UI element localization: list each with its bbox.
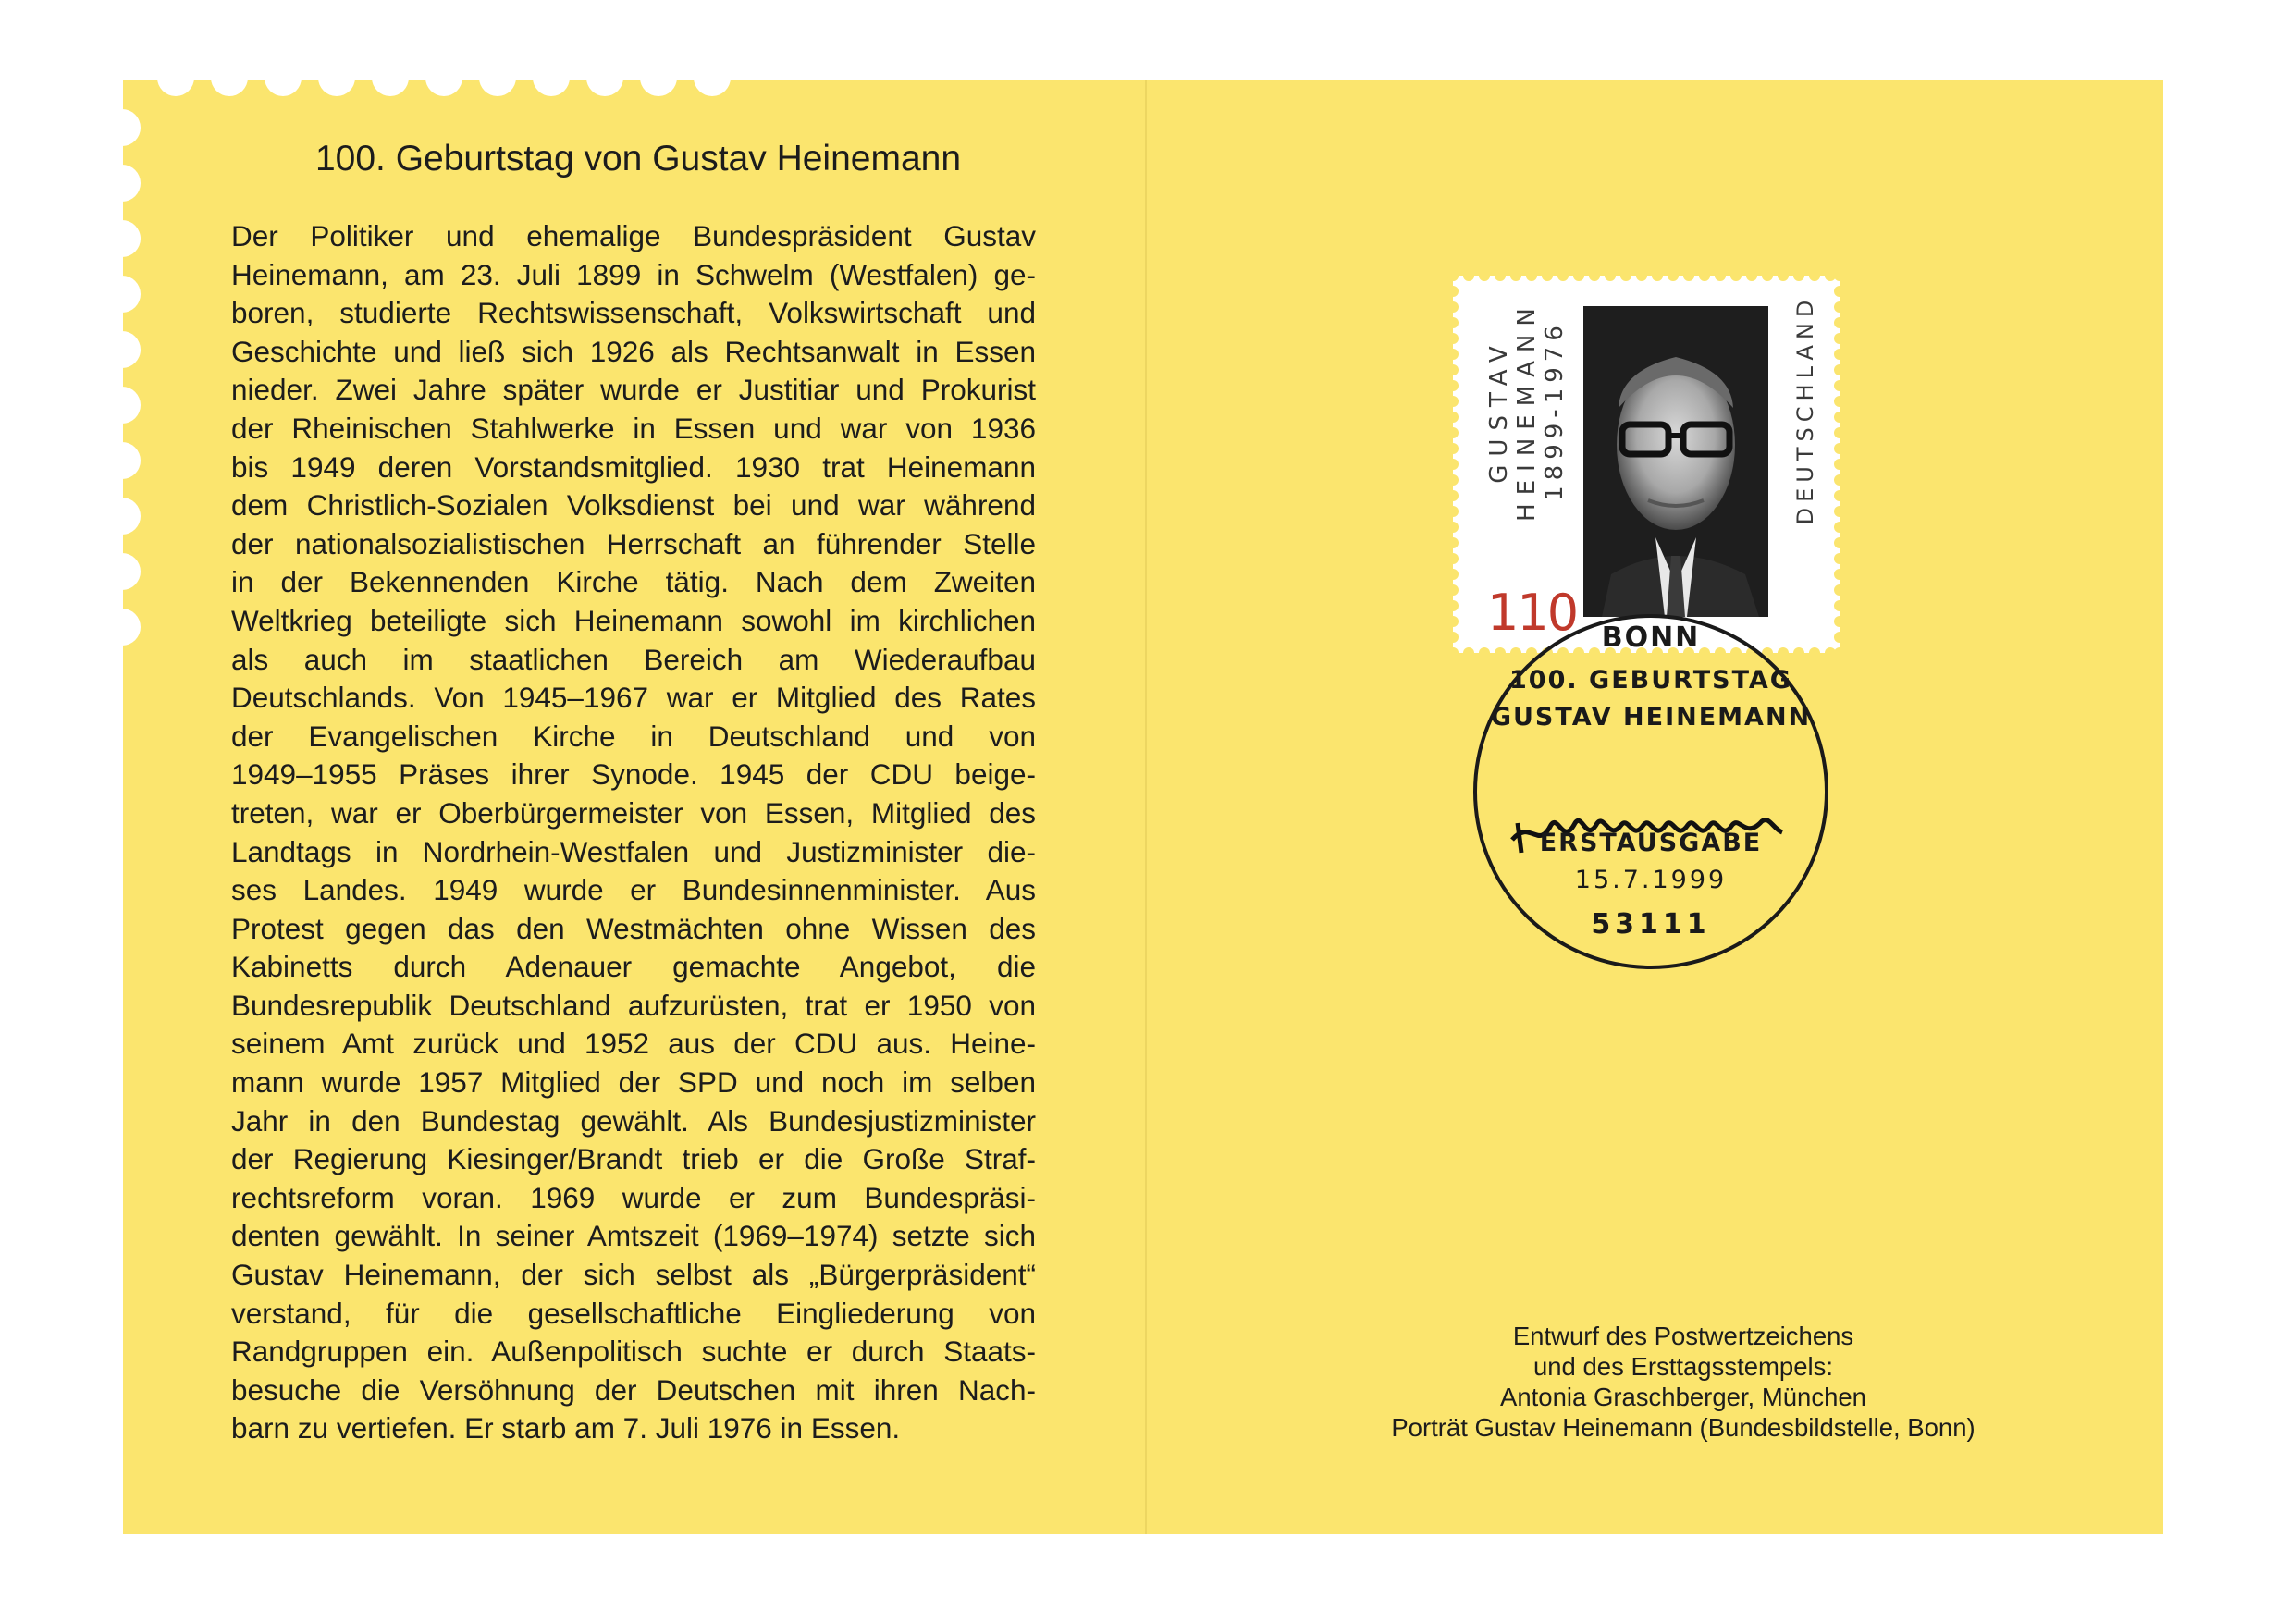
postmark-postcode: 53111 bbox=[1591, 908, 1711, 941]
first-day-postmark bbox=[1457, 610, 1845, 999]
body-line: der Rheinischen Stahlwerke in Essen und war von 1936 bbox=[231, 411, 1036, 445]
perforation-notch bbox=[265, 59, 302, 96]
perforation-notch bbox=[586, 59, 623, 96]
perforation-notch bbox=[104, 553, 141, 590]
stamp-face bbox=[1463, 286, 1829, 643]
postmark-line3: ERSTAUSGABE bbox=[1539, 829, 1763, 857]
perforation-notch bbox=[211, 59, 248, 96]
body-line: der nationalsozialistischen Herrschaft an führender Stelle bbox=[231, 526, 1036, 560]
body-line: Landtags in Nordrhein-Westfalen und Justizminister die- bbox=[231, 834, 1036, 868]
fold-line bbox=[1145, 80, 1147, 1534]
stamp-name-line2: HEINEMANN bbox=[1513, 300, 1541, 522]
design-credits bbox=[1295, 1321, 2072, 1443]
body-line: Deutschlands. Von 1945–1967 war er Mitglied des Rates bbox=[231, 681, 1036, 715]
perforation-notch bbox=[104, 442, 141, 479]
stamp-years: 1899-1976 bbox=[1541, 320, 1569, 501]
perforation-notch bbox=[694, 59, 731, 96]
portrait-image bbox=[1583, 306, 1768, 617]
perforation-notch bbox=[157, 59, 194, 96]
body-line: denten gewählt. In seiner Amtszeit (1969–1974) setzte sich bbox=[231, 1219, 1036, 1253]
body-line: nieder. Zwei Jahre später wurde er Justitiar und Prokurist bbox=[231, 373, 1036, 407]
perforation-notch bbox=[533, 59, 570, 96]
body-line: treten, war er Oberbürgermeister von Essen, Mitglied des bbox=[231, 795, 1036, 830]
body-line: 1949–1955 Präses ihrer Synode. 1945 der CDU beige- bbox=[231, 757, 1036, 792]
body-line: verstand, für die gesellschaftliche Eingliederung von bbox=[231, 1296, 1036, 1330]
body-line: Der Politiker und ehemalige Bundespräsident Gustav bbox=[231, 219, 1036, 252]
stamp-value: 110 bbox=[1487, 584, 1578, 642]
body-line: bis 1949 deren Vorstandsmitglied. 1930 trat Heinemann bbox=[231, 449, 1036, 484]
perforation-notch bbox=[372, 59, 409, 96]
body-line: besuche die Versöhnung der Deutschen mit ihren Nach- bbox=[231, 1372, 1036, 1407]
postage-stamp bbox=[1447, 270, 1845, 658]
perforation-notch bbox=[425, 59, 462, 96]
postmark-signature-text bbox=[1457, 769, 1845, 802]
page-title: 100. Geburtstag von Gustav Heinemann bbox=[314, 139, 962, 178]
body-line: der Regierung Kiesinger/Brandt trieb er die Große Straf- bbox=[231, 1142, 1036, 1176]
body-line: mann wurde 1957 Mitglied der SPD und noch im selben bbox=[231, 1065, 1036, 1100]
body-line: der Evangelischen Kirche in Deutschland und von bbox=[231, 719, 1036, 753]
credits-line: und des Ersttagsstempels: bbox=[1532, 1352, 1834, 1381]
body-line: seinem Amt zurück und 1952 aus der CDU aus. Heine- bbox=[231, 1027, 1036, 1061]
body-line: Geschichte und ließ sich 1926 als Rechtsanwalt in Essen bbox=[231, 334, 1036, 368]
perforation-notch bbox=[318, 59, 355, 96]
perforation-notch bbox=[104, 387, 141, 424]
postmark-date: 15.7.1999 bbox=[1574, 866, 1728, 894]
perforation-notch bbox=[104, 220, 141, 257]
perforation-notch bbox=[479, 59, 516, 96]
body-line: rechtsreform voran. 1969 wurde er zum Bundespräsi- bbox=[231, 1180, 1036, 1214]
body-line: dem Christlich-Sozialen Volksdienst bei und war während bbox=[231, 488, 1036, 523]
perforation-notch bbox=[104, 609, 141, 646]
perforation-notch bbox=[104, 498, 141, 535]
biography-text bbox=[231, 217, 1036, 1448]
postmark-city: BONN bbox=[1601, 621, 1701, 654]
perforation-notch bbox=[640, 59, 677, 96]
postmark-line1: 100. GEBURTSTAG bbox=[1509, 666, 1792, 695]
perforation-notch bbox=[104, 331, 141, 368]
perforation-notch bbox=[104, 165, 141, 202]
body-line: Protest gegen das den Westmächten ohne Wissen des bbox=[231, 911, 1036, 945]
credits-line: Porträt Gustav Heinemann (Bundesbildstelle, Bonn) bbox=[1391, 1413, 1975, 1442]
body-line: Kabinetts durch Adenauer gemachte Angebot, die bbox=[231, 950, 1036, 984]
body-line: Jahr in den Bundestag gewählt. Als Bundesjustizminister bbox=[231, 1103, 1036, 1138]
postmark-line2: GUSTAV HEINEMANN bbox=[1490, 703, 1812, 732]
stamp-country: DEUTSCHLAND bbox=[1792, 294, 1818, 525]
body-line: als auch im staatlichen Bereich am Wiederaufbau bbox=[231, 642, 1036, 676]
body-line: Bundesrepublik Deutschland aufzurüsten, trat er 1950 von bbox=[231, 988, 1036, 1022]
body-line: Gustav Heinemann, der sich selbst als „Bürgerpräsident“ bbox=[231, 1258, 1036, 1292]
body-line: barn zu vertiefen. Er starb am 7. Juli 1976 in Essen. bbox=[231, 1411, 901, 1446]
credits-line: Antonia Graschberger, München bbox=[1500, 1383, 1866, 1411]
perforation-notch bbox=[104, 109, 141, 146]
body-line: Heinemann, am 23. Juli 1899 in Schwelm (Westfalen) ge- bbox=[231, 257, 1036, 291]
body-line: ses Landes. 1949 wurde er Bundesinnenminister. Aus bbox=[231, 873, 1036, 907]
perforation-notch bbox=[104, 276, 141, 313]
stamp-name-line1: GUSTAV bbox=[1485, 338, 1513, 484]
body-line: Weltkrieg beteiligte sich Heinemann sowohl im kirchlichen bbox=[231, 603, 1036, 637]
portrait-photo bbox=[1583, 306, 1768, 617]
body-line: Randgruppen ein. Außenpolitisch suchte er durch Staats- bbox=[231, 1335, 1036, 1369]
body-line: boren, studierte Rechtswissenschaft, Volkswirtschaft und bbox=[231, 296, 1036, 330]
body-line: in der Bekennenden Kirche tätig. Nach dem Zweiten bbox=[231, 565, 1036, 599]
credits-line: Entwurf des Postwertzeichens bbox=[1512, 1322, 1854, 1350]
